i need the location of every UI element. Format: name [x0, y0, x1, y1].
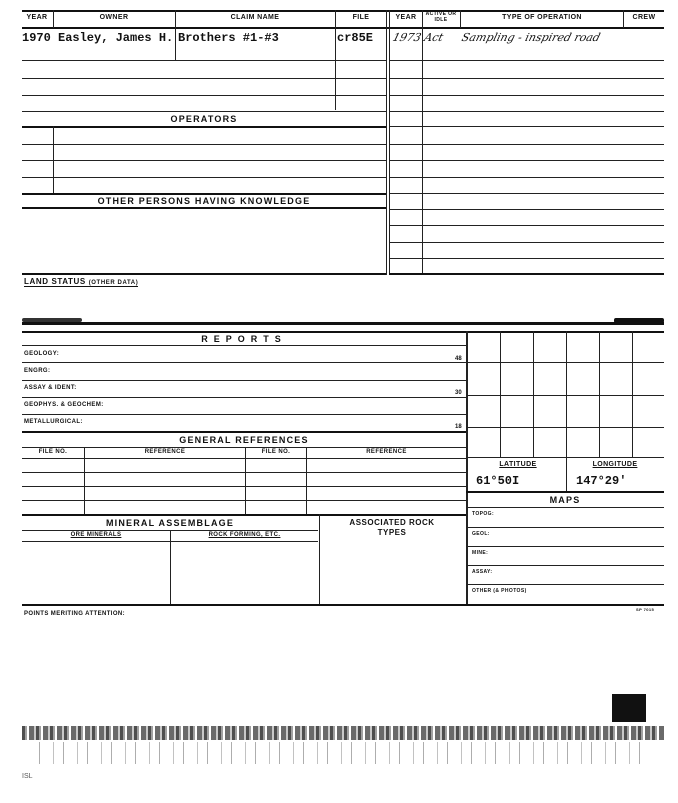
maps-mine-label: MINE:: [472, 550, 489, 556]
entry-claim-name: Brothers #1-#3: [178, 31, 279, 45]
section-maps: MAPS: [549, 495, 581, 505]
report-metallurgical-num: 18: [455, 424, 462, 430]
entry-file: cr85E: [337, 31, 374, 45]
scan-smudge: [22, 318, 82, 322]
section-associated-rock-types: ASSOCIATED ROCK TYPES: [349, 518, 435, 537]
section-reports: REPORTS: [201, 334, 287, 344]
longitude-value: 147°29': [576, 474, 627, 488]
report-geology-label: GEOLOGY:: [24, 351, 60, 357]
points-meriting-attention-label: POINTS MERITING ATTENTION:: [24, 611, 126, 617]
col-header-type-of-operation: TYPE OF OPERATION: [502, 14, 582, 21]
col-header-claim-name: CLAIM NAME: [230, 14, 280, 21]
section-land-status: LAND STATUS (OTHER DATA): [24, 277, 139, 286]
ref-header-file-no-2: FILE NO.: [261, 449, 291, 455]
longitude-label: LONGITUDE: [592, 461, 638, 468]
ref-header-reference-2: REFERENCE: [366, 449, 407, 455]
entry-handwritten-operation: Sampling - inspired road: [460, 31, 602, 44]
section-other-persons: OTHER PERSONS HAVING KNOWLEDGE: [97, 196, 311, 206]
maps-other-label: OTHER (& PHOTOS): [472, 588, 527, 594]
col-header-active-idle: ACTIVE OR IDLE: [425, 11, 457, 23]
section-mineral-assemblage: MINERAL ASSEMBLAGE: [105, 518, 235, 528]
scan-noise-speckle: [30, 742, 650, 764]
scan-black-box: [612, 694, 646, 722]
latitude-value: 61°50I: [476, 474, 520, 488]
bottom-mark: ISL: [22, 773, 33, 780]
maps-geol-label: GEOL:: [472, 531, 490, 537]
latitude-label: LATITUDE: [499, 461, 537, 468]
ref-header-reference-1: REFERENCE: [144, 449, 186, 455]
entry-owner: Easley, James H.: [58, 31, 174, 45]
land-status-divider: [22, 322, 664, 325]
col-header-year: YEAR: [26, 14, 48, 21]
scan-smudge: [614, 318, 664, 323]
col-header-year-2: YEAR: [395, 14, 417, 21]
maps-topog-label: TOPOG:: [472, 511, 495, 517]
rock-forming-header: ROCK FORMING, ETC.: [208, 532, 281, 538]
report-metallurgical-label: METALLURGICAL:: [24, 419, 83, 425]
col-header-file: FILE: [352, 14, 370, 21]
section-operators: OPERATORS: [170, 114, 238, 124]
section-general-references: GENERAL REFERENCES: [179, 435, 309, 445]
report-engrg-label: ENGRG:: [24, 368, 51, 374]
report-assay-num: 30: [455, 390, 462, 396]
report-geology-num: 48: [455, 356, 462, 362]
ref-header-file-no-1: FILE NO.: [38, 449, 68, 455]
col-header-owner: OWNER: [99, 14, 129, 21]
col-header-crew: CREW: [632, 14, 656, 21]
report-assay-label: ASSAY & IDENT:: [24, 385, 77, 391]
ore-minerals-header: ORE MINERALS: [70, 532, 122, 538]
scan-noise-band: [22, 726, 664, 740]
entry-handwritten-year-status: 1973 Act: [391, 31, 445, 44]
form-code: SP 7015: [636, 607, 655, 612]
maps-assay-label: ASSAY:: [472, 569, 493, 575]
report-geophys-label: GEOPHYS. & GEOCHEM:: [24, 402, 104, 408]
entry-year: 1970: [22, 31, 51, 45]
